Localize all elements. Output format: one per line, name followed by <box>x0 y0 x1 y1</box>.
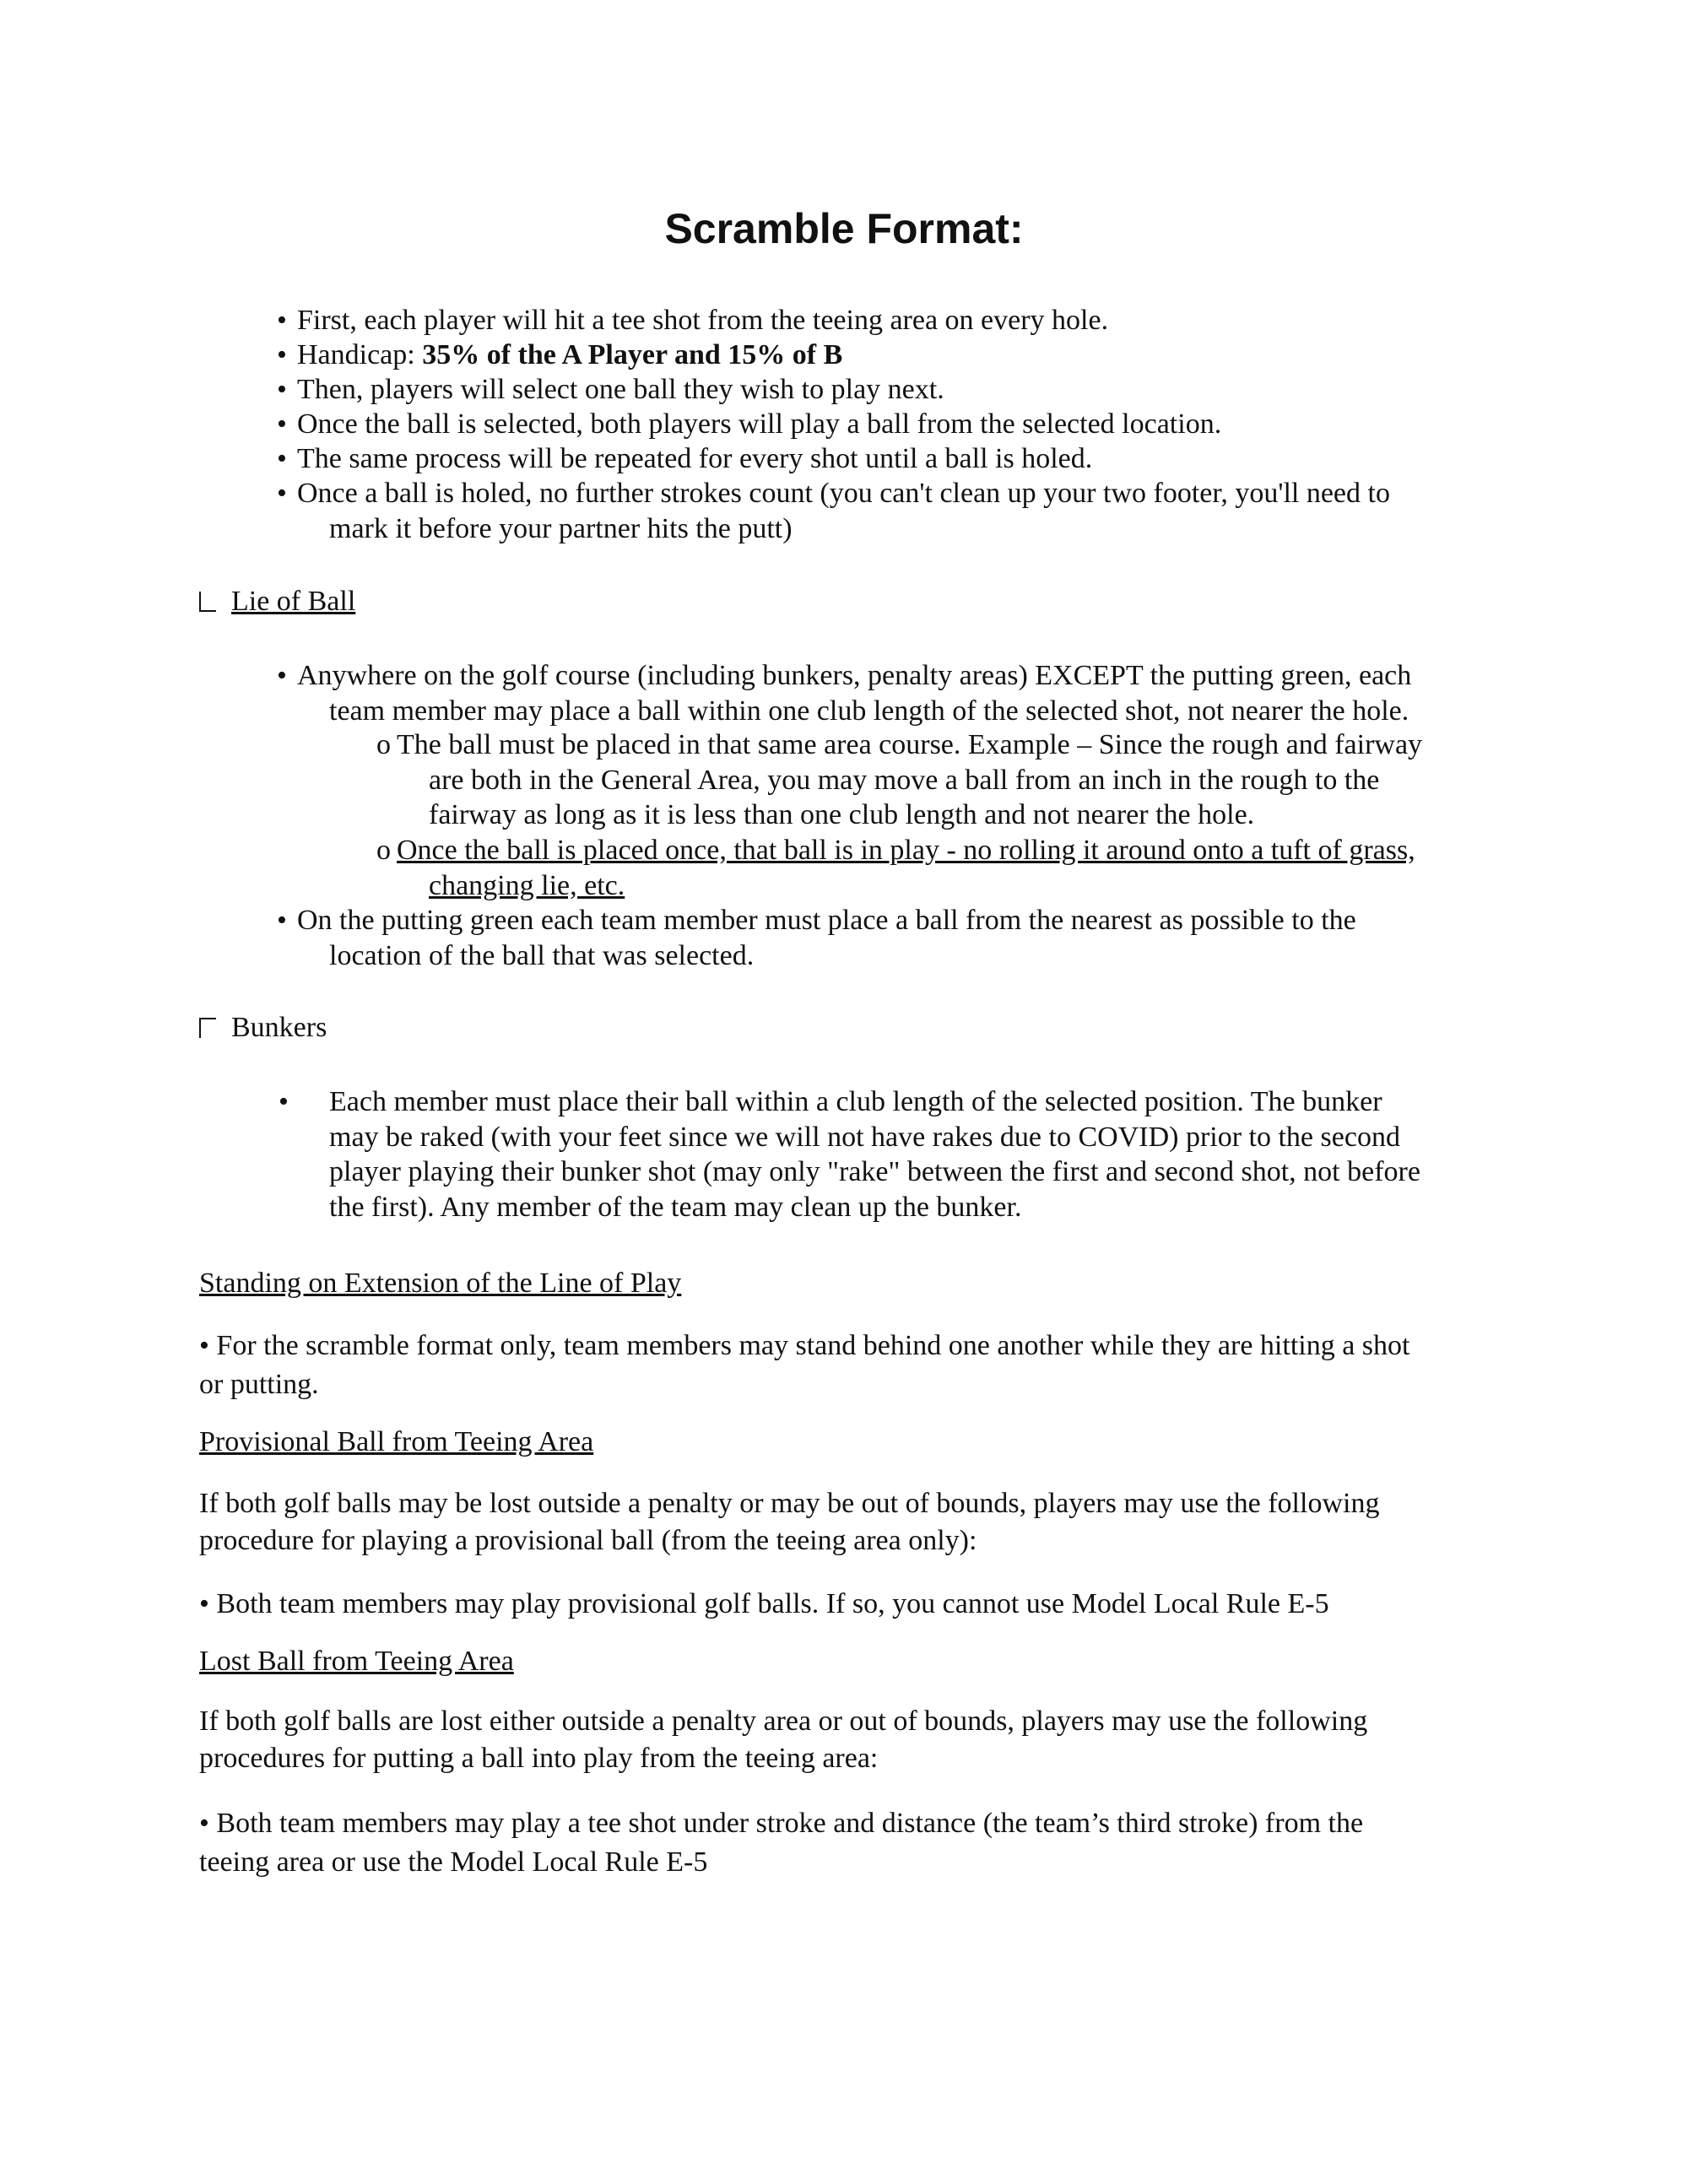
page-title: Scramble Format: <box>664 205 1024 252</box>
sub-list-item-placed-once <box>376 833 1511 903</box>
lost-bullet-line-2: teeing area or use the Model Local Rule E-5 <box>199 1846 708 1878</box>
list-item <box>277 372 1504 408</box>
standing-line-2: or putting. <box>199 1369 319 1400</box>
bullet-icon: • <box>279 1086 289 1117</box>
section-heading-standing: Standing on Extension of the Line of Play <box>199 1268 682 1299</box>
section-heading-text: Bunkers <box>231 1012 327 1043</box>
anywhere-line-2: team member may place a ball within one club length of the selected shot, not nearer the hole. <box>329 695 1409 727</box>
list-item <box>277 303 1504 338</box>
provisional-line-2: procedure for playing a provisional ball (from the teeing area only): <box>199 1525 977 1556</box>
corner-mark-icon <box>199 592 216 612</box>
bunkers-line-4: the first). Any member of the team may clean up the bunker. <box>329 1191 1022 1223</box>
bullet-icon: • <box>277 408 287 440</box>
paragraph-standing <box>199 1327 1499 1404</box>
corner-mark-icon <box>199 1018 216 1038</box>
putting-green-line-2: location of the ball that was selected. <box>329 939 755 971</box>
section-heading-lost-ball: Lost Ball from Teeing Area <box>199 1646 514 1677</box>
placed-once-line-2: changing lie, etc. <box>429 869 625 901</box>
list-item-bunkers <box>279 1084 1511 1224</box>
bullet-icon: • <box>277 374 287 405</box>
bunkers-line-2: may be raked (with your feet since we will not have rakes due to COVID) prior to the second <box>329 1121 1400 1153</box>
list-item <box>277 441 1504 477</box>
sub-bullet-icon: o <box>376 835 391 866</box>
handicap-label: Handicap: <box>297 339 423 370</box>
provisional-line-1: If both golf balls may be lost outside a penalty or may be out of bounds, players may use the following <box>199 1488 1380 1519</box>
holed-line-1: Once a ball is holed, no further strokes count (you can't clean up your two footer, you'll need to <box>297 478 1390 509</box>
lost-line-2: procedures for putting a ball into play from the teeing area: <box>199 1743 879 1774</box>
handicap-value: 35% of the A Player and 15% of B <box>422 339 843 370</box>
same-area-line-2: are both in the General Area, you may move a ball from an inch in the rough to the <box>429 764 1380 796</box>
placed-once-line-1: Once the ball is placed once, that ball is in play - no rolling it around onto a tuft of grass, <box>397 835 1415 866</box>
lost-line-1: If both golf balls are lost either outside a penalty area or out of bounds, players may use the following <box>199 1706 1368 1737</box>
paragraph-provisional-bullet: • Both team members may play provisional golf balls. If so, you cannot use Model Local Rule E-5 <box>199 1588 1329 1619</box>
list-item-handicap <box>277 338 1504 373</box>
bullet-icon: • <box>277 660 287 691</box>
list-item-text: Then, players will select one ball they wish to play next. <box>297 374 944 405</box>
bullet-icon: • <box>277 905 287 936</box>
paragraph-lost-ball <box>199 1703 1499 1777</box>
list-item-text: First, each player will hit a tee shot from the teeing area on every hole. <box>297 305 1109 336</box>
sub-list-item-same-area <box>376 727 1511 833</box>
standing-line-1: • For the scramble format only, team members may stand behind one another while they are hitting a shot <box>199 1330 1410 1361</box>
bunkers-line-1: Each member must place their ball within a club length of the selected position. The bunker <box>329 1086 1382 1117</box>
section-heading-provisional: Provisional Ball from Teeing Area <box>199 1426 594 1457</box>
paragraph-lost-ball-bullet <box>199 1804 1499 1882</box>
list-item-text: The same process will be repeated for every shot until a ball is holed. <box>297 443 1093 474</box>
section-heading-text: Lie of Ball <box>231 586 356 617</box>
paragraph-provisional <box>199 1485 1499 1560</box>
bullet-icon: • <box>277 478 287 509</box>
anywhere-line-1: Anywhere on the golf course (including bunkers, penalty areas) EXCEPT the putting green, each <box>297 660 1412 691</box>
lost-bullet-line-1: • Both team members may play a tee shot under stroke and distance (the team’s third stroke) from the <box>199 1808 1364 1839</box>
bullet-icon: • <box>277 443 287 474</box>
bullet-icon: • <box>277 305 287 336</box>
holed-line-2: mark it before your partner hits the putt) <box>329 512 793 544</box>
list-item-anywhere <box>277 658 1504 728</box>
section-heading-lie-of-ball <box>199 584 355 619</box>
list-item-holed <box>277 476 1504 546</box>
list-item <box>277 407 1504 442</box>
list-item-text: Once the ball is selected, both players will play a ball from the selected location. <box>297 408 1222 440</box>
same-area-line-3: fairway as long as it is less than one club length and not nearer the hole. <box>429 799 1255 830</box>
putting-green-line-1: On the putting green each team member must place a ball from the nearest as possible to the <box>297 905 1356 936</box>
same-area-line-1: The ball must be placed in that same area course. Example – Since the rough and fairway <box>397 729 1423 760</box>
list-item-putting-green <box>277 903 1504 973</box>
section-heading-bunkers <box>199 1010 327 1045</box>
sub-bullet-icon: o <box>376 729 391 760</box>
bullet-icon: • <box>277 339 287 370</box>
bunkers-line-3: player playing their bunker shot (may only "rake" between the first and second shot, not before <box>329 1156 1420 1187</box>
